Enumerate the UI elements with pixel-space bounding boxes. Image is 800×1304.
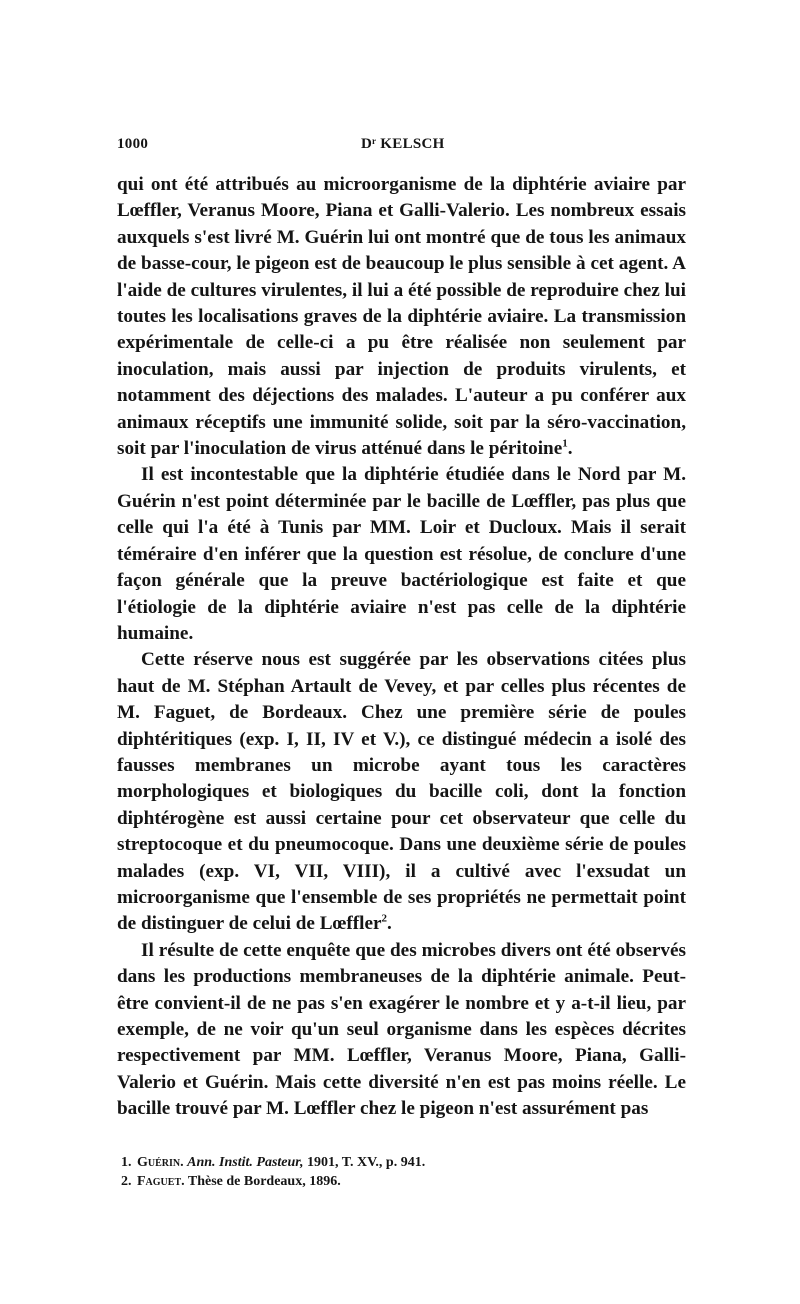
footnotes bbox=[117, 1153, 686, 1191]
running-head bbox=[117, 136, 686, 164]
footnote bbox=[121, 1153, 686, 1172]
footnote-author: Guérin. bbox=[137, 1154, 184, 1170]
paragraph bbox=[117, 462, 686, 647]
paragraph bbox=[117, 938, 686, 1123]
body-text bbox=[117, 172, 686, 1123]
page-number: 1000 bbox=[117, 136, 149, 152]
footnote-author: Faguet. bbox=[137, 1173, 185, 1189]
footnote-ref[interactable]: 1 bbox=[562, 437, 568, 450]
paragraph bbox=[117, 647, 686, 937]
footnote-title: Ann. Instit. Pasteur, bbox=[187, 1154, 304, 1170]
footnote-number: 2. bbox=[121, 1173, 132, 1189]
paragraph-text: qui ont été attribués au microorganisme de la diphtérie aviaire par Lœffler, Veranus Moore, Piana et Galli-Valerio. Les nombreux essais auxquels s'est livré M. Guérin lui ont montré que de tous les animaux de basse-cour, le pigeon est de beaucoup le plus sensible à cet agent. A l'aide de cultures virulentes, il lui a été possible de reproduire chez lui toutes les localisations graves de la diphtérie aviaire. La transmission expérimentale de celle-ci a pu être réalisée non seulement par inoculation, mais aussi par injection de produits virulents, et notamment des déjections des malades. L'auteur a pu conférer aux animaux réceptifs une immunité solide, soit par la séro-vaccination, soit par l'inoculation de virus atténué dans le péritoine bbox=[117, 174, 686, 460]
paragraph bbox=[117, 172, 686, 462]
paragraph-text: Il est incontestable que la diphtérie étudiée dans le Nord par M. Guérin n'est point déterminée par le bacille de Lœffler, pas plus que celle qui l'a été à Tunis par MM. Loir et Ducloux. Mais il serait téméraire d'en inférer que la question est résolue, de conclure d'une façon générale que la preuve bactériologique est faite et que l'étiologie de la diphtérie aviaire n'est pas celle de la diphtérie humaine. bbox=[117, 464, 686, 644]
paragraph-text: . bbox=[387, 913, 392, 935]
footnote-ref[interactable]: 2 bbox=[381, 912, 388, 925]
book-page bbox=[117, 136, 686, 1191]
footnote-number: 1. bbox=[121, 1154, 132, 1170]
running-head-author: Dʳ KELSCH bbox=[361, 136, 445, 152]
footnote-citation: Thèse de Bordeaux, 1896. bbox=[187, 1173, 341, 1189]
paragraph-text: Il résulte de cette enquête que des microbes divers ont été observés dans les productions membraneuses de la diphtérie animale. Peut-être convient-il de ne pas s'en exagérer le nombre et y a-t-il lieu, par exemple, de ne voir qu'un seul organisme dans les espèces décrites respectivement par MM. Lœffler, Veranus Moore, Piana, Galli-Valerio et Guérin. Mais cette diversité n'en est pas moins réelle. Le bacille trouvé par M. Lœffler chez le pigeon n'est assurément pas bbox=[117, 939, 686, 1120]
paragraph-text: . bbox=[567, 438, 573, 460]
footnote bbox=[121, 1172, 686, 1191]
footnote-citation: 1901, T. XV., p. 941. bbox=[306, 1154, 426, 1170]
paragraph-text: Cette réserve nous est suggérée par les observations citées plus haut de M. Stéphan Artault de Vevey, et par celles plus récentes de M. Faguet, de Bordeaux. Chez une première série de poules diphtéritiques (exp. I, II, IV et V.), ce distingué médecin a isolé des fausses membranes un microbe ayant tous les caractères morphologiques et biologiques du bacille coli, dont la fonction diphtérogène est aussi certaine pour cet observateur que celle du streptocoque et du pneumocoque. Dans une deuxième série de poules malades (exp. VI, VII, VIII), il a cultivé avec l'exsudat un microorganisme que l'ensemble de ses propriétés ne permettait point de distinguer de celui de Lœffler bbox=[117, 649, 686, 935]
